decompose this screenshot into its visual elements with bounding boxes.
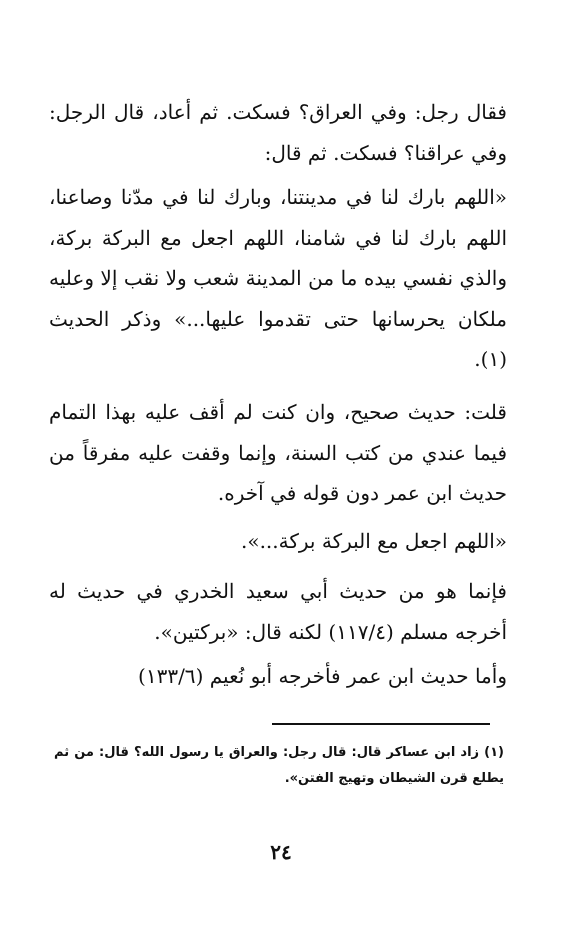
paragraph-authentication-note: قلت: حديث صحيح، وان كنت لم أقف عليه بهذا التمام فيما عندي من كتب السنة، وإنما وقفت عليه مفرقاً من حديث ابن عمر دون قوله في آخره.: [49, 400, 508, 505]
paragraph-question-about-iraq: فقال رجل: وفي العراق؟ فسكت. ثم أعاد، قال الرجل: وفي عراقنا؟ فسكت. ثم قال:: [49, 100, 507, 165]
paragraph-ibn-umar-source: وأما حديث ابن عمر فأخرجه أبو نُعيم (١٣٣/٦): [138, 664, 507, 688]
footnote-divider: [272, 723, 490, 725]
footnote: (١) زاد ابن عساكر قال: قال رجل: والعراق يا رسول الله؟ قال: من ثم يطلع قرن الشيطان وتهيج الفتن».: [54, 745, 504, 786]
paragraph-abu-said-source: فإنما هو من حديث أبي سعيد الخدري في حديث له أخرجه مسلم (١١٧/٤) لكنه قال: «بركتين».: [49, 579, 507, 644]
paragraph-quoted-phrase: «اللهم اجعل مع البركة بركة...».: [240, 529, 507, 553]
paragraph-hadith-quote: «اللهم بارك لنا في مدينتنا، وبارك لنا في مدّنا وصاعنا، اللهم بارك لنا في شامنا، اللهم اجعل مع البركة بركة، والذي نفسي بيده ما من المدينة شعب ولا نقب إلا وعليه ملكان يحرسانها حتى تقدموا عليها...» وذكر الحديث (١).: [49, 185, 507, 371]
page-number: ٢٤: [270, 840, 292, 864]
